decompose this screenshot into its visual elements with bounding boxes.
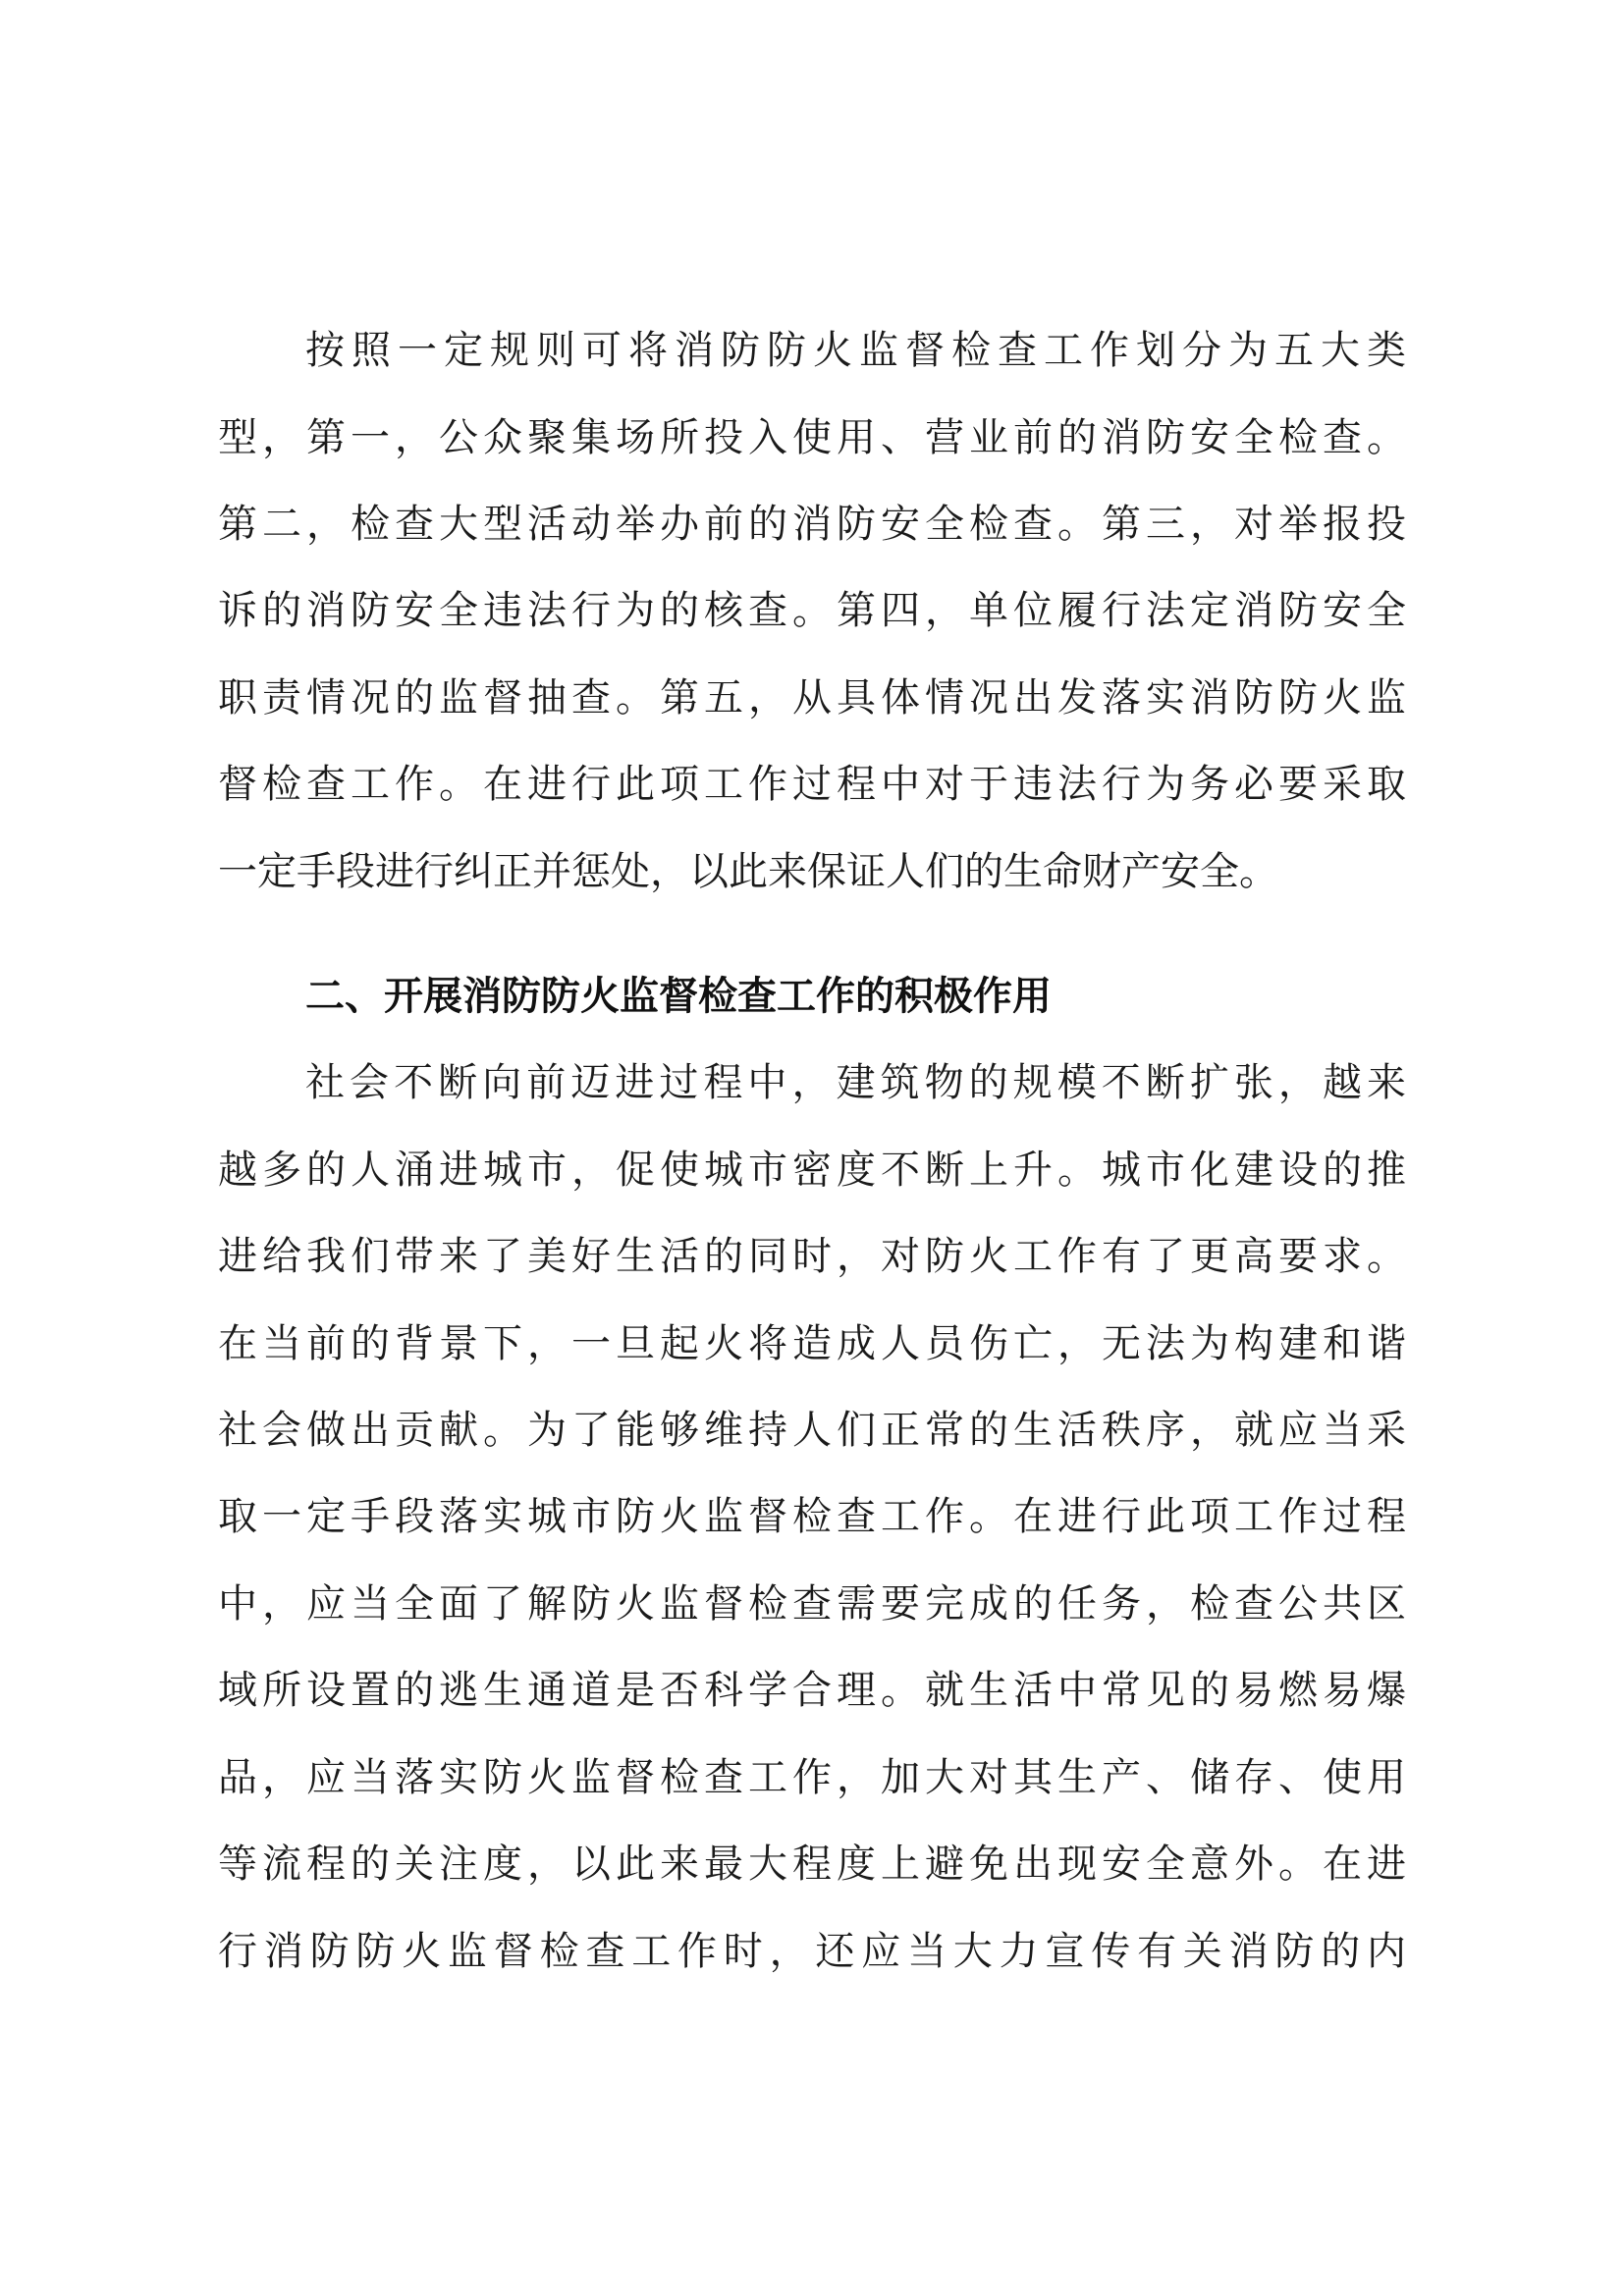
paragraph-line: 一定手段进行纠正并惩处，以此来保证人们的生命财产安全。 bbox=[218, 849, 1278, 894]
paragraph-line: 域所设置的逃生通道是否科学合理。就生活中常见的易燃易爆 bbox=[218, 1668, 1406, 1713]
paragraph-line: 社会做出贡献。为了能够维持人们正常的生活秩序，就应当采 bbox=[218, 1408, 1406, 1453]
section-heading: 二、开展消防防火监督检查工作的积极作用 bbox=[305, 974, 1052, 1019]
paragraph-line: 型，第一，公众聚集场所投入使用、营业前的消防安全检查。 bbox=[218, 415, 1406, 460]
paragraph-line: 品，应当落实防火监督检查工作，加大对其生产、储存、使用 bbox=[218, 1755, 1406, 1800]
paragraph-line: 社会不断向前迈进过程中，建筑物的规模不断扩张，越来 bbox=[305, 1060, 1406, 1105]
paragraph-line: 第二，检查大型活动举办前的消防安全检查。第三，对举报投 bbox=[218, 502, 1406, 547]
paragraph-line: 职责情况的监督抽查。第五，从具体情况出发落实消防防火监 bbox=[218, 675, 1406, 721]
paragraph-line: 等流程的关注度，以此来最大程度上避免出现安全意外。在进 bbox=[218, 1842, 1406, 1887]
paragraph-line: 取一定手段落实城市防火监督检查工作。在进行此项工作过程 bbox=[218, 1494, 1406, 1539]
paragraph-line: 诉的消防安全违法行为的核查。第四，单位履行法定消防安全 bbox=[218, 588, 1406, 633]
paragraph-line: 越多的人涌进城市，促使城市密度不断上升。城市化建设的推 bbox=[218, 1148, 1406, 1193]
paragraph-line: 在当前的背景下，一旦起火将造成人员伤亡，无法为构建和谐 bbox=[218, 1321, 1406, 1366]
paragraph-line: 按照一定规则可将消防防火监督检查工作划分为五大类 bbox=[305, 328, 1406, 373]
paragraph-line: 督检查工作。在进行此项工作过程中对于违法行为务必要采取 bbox=[218, 762, 1406, 807]
paragraph-line: 进给我们带来了美好生活的同时，对防火工作有了更高要求。 bbox=[218, 1234, 1406, 1279]
paragraph-line: 行消防防火监督检查工作时，还应当大力宣传有关消防的内 bbox=[218, 1929, 1406, 1974]
paragraph-line: 中，应当全面了解防火监督检查需要完成的任务，检查公共区 bbox=[218, 1581, 1406, 1627]
